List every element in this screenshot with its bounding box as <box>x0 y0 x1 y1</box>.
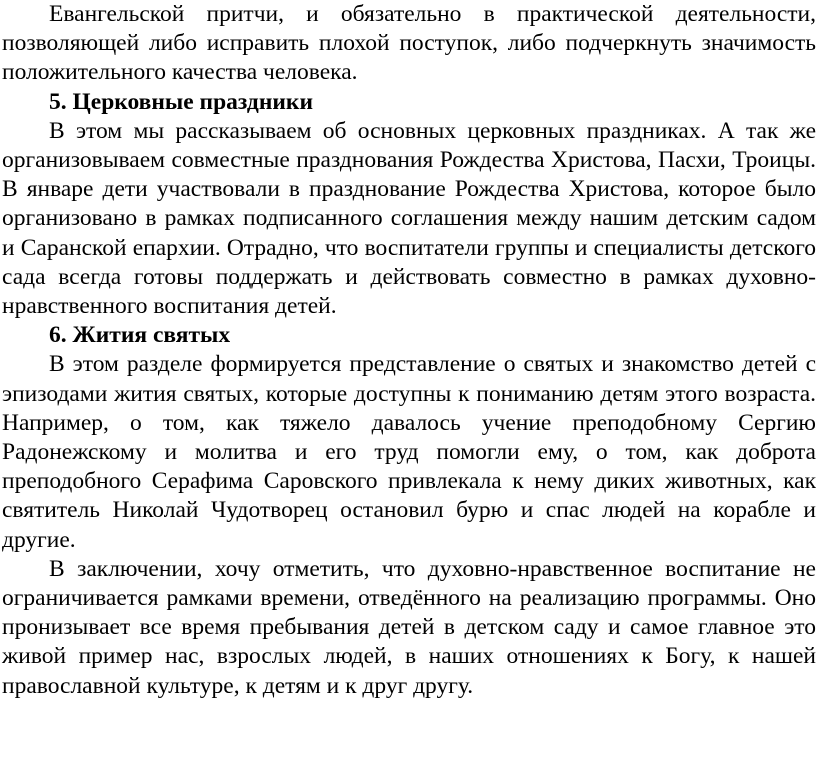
intro-paragraph: Евангельской притчи, и обязательно в практической деятельности, позволяющей либо исправить плохой поступок, либо подчеркнуть значимость положительного качества человека. <box>2 1 816 86</box>
section-5-paragraph: В этом мы рассказываем об основных церковных праздниках. А так же организовываем совместные празднования Рождества Христова, Пасхи, Троицы. В январе дети участвовали в празднование Рождества Христова, которое было организовано в рамках подписанного соглашения между нашим детским садом и Саранской епархии. Отрадно, что воспитатели группы и специалисты детского сада всегда готовы поддержать и действовать совместно в рамках духовно-нравственного воспитания детей. <box>2 117 816 320</box>
section-6-heading: 6. Жития святых <box>49 322 231 349</box>
section-6-paragraph: В этом разделе формируется представление о святых и знакомство детей с эпизодами жития святых, которые доступны к пониманию детям этого возраста. Например, о том, как тяжело давалось учение преподобному Сергию Радонежскому и молитва и его труд помогли ему, о том, как доброта преподобного Серафима Саровского привлекала к нему диких животных, как святитель Николай Чудотворец остановил бурю и спас людей на корабле и другие. <box>2 351 816 553</box>
section-5-heading: 5. Церковные праздники <box>49 88 313 115</box>
conclusion-paragraph: В заключении, хочу отметить, что духовно-нравственное воспитание не ограничивается рамками времени, отведённого на реализацию программы. Оно пронизывает все время пребывания детей в детском саду и самое главное это живой пример нас, взрослых людей, в наших отношениях к Богу, к нашей православной культуре, к детям и к друг другу. <box>2 555 816 699</box>
